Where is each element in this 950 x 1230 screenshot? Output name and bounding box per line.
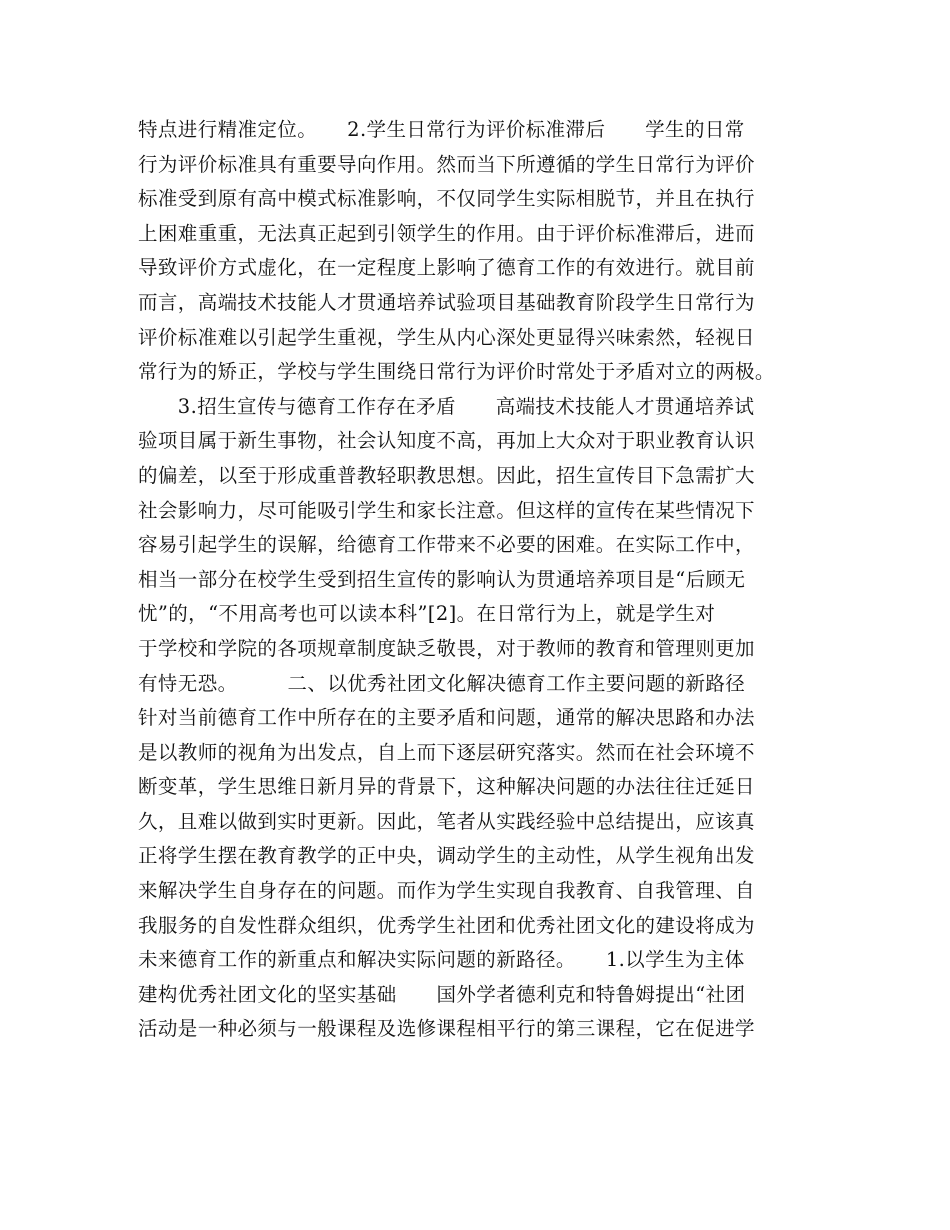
text-line: 验项目属于新生事物，社会认知度不高，再加上大众对于职业教育认识 — [138, 429, 755, 453]
text-line: 于学校和学院的各项规章制度缺乏敬畏，对于教师的教育和管理则更加 — [138, 636, 755, 660]
text-line: 的偏差，以至于形成重普教轻职教思想。因此，招生宣传目下急需扩大 — [138, 463, 755, 487]
text-line: 特点进行精准定位。 2.学生日常行为评价标准滞后 学生的日常 — [138, 118, 745, 141]
text-line: 正将学生摆在教育教学的正中央，调动学生的主动性，从学生视角出发 — [138, 844, 755, 868]
text-line: 导致评价方式虚化，在一定程度上影响了德育工作的有效进行。就目前 — [138, 256, 755, 280]
text-line: 标准受到原有高中模式标准影响，不仅同学生实际相脱节，并且在执行 — [138, 187, 755, 211]
body-text — [138, 113, 818, 1047]
text-line: 是以教师的视角为出发点，自上而下逐层研究落实。然而在社会环境不 — [138, 740, 755, 764]
text-line: 评价标准难以引起学生重视，学生从内心深处更显得兴味索然，轻视日 — [138, 325, 755, 349]
text-line: 建构优秀社团文化的坚实基础 国外学者德利克和特鲁姆提出“社团 — [138, 982, 746, 1006]
text-line: 常行为的矫正，学校与学生围绕日常行为评价时常处于矛盾对立的两极。 — [138, 360, 775, 384]
text-line: 未来德育工作的新重点和解决实际问题的新路径。 1.以学生为主体 — [138, 948, 745, 972]
text-line: 久，且难以做到实时更新。因此，笔者从实践经验中总结提出，应该真 — [138, 809, 755, 833]
text-line: 我服务的自发性群众组织，优秀学生社团和优秀社团文化的建设将成为 — [138, 913, 755, 937]
text-line: 社会影响力，尽可能吸引学生和家长注意。但这样的宣传在某些情况下 — [138, 498, 755, 522]
text-line: 针对当前德育工作中所存在的主要矛盾和问题，通常的解决思路和办法 — [138, 706, 755, 730]
text-line: 相当一部分在校学生受到招生宣传的影响认为贯通培养项目是“后顾无 — [138, 567, 746, 591]
text-line: 断变革，学生思维日新月异的背景下，这种解决问题的办法往往迁延日 — [138, 775, 755, 799]
text-line: 上困难重重，无法真正起到引领学生的作用。由于评价标准滞后，进而 — [138, 221, 755, 245]
text-line: 来解决学生自身存在的问题。而作为学生实现自我教育、自我管理、自 — [138, 879, 755, 903]
text-line: 有恃无恐。 二、以优秀社团文化解决德育工作主要问题的新路径 — [138, 671, 746, 695]
text-line: 忧”的，“不用高考也可以读本科”[2]。在日常行为上，就是学生对 — [138, 602, 716, 626]
text-line: 活动是一种必须与一般课程及选修课程相平行的第三课程，它在促进学 — [138, 1017, 755, 1041]
text-line: 容易引起学生的误解，给德育工作带来不必要的困难。在实际工作中， — [138, 533, 755, 557]
text-line: 行为评价标准具有重要导向作用。然而当下所遵循的学生日常行为评价 — [138, 152, 755, 176]
text-line: 3.招生宣传与德育工作存在矛盾 高端技术技能人才贯通培养试 — [138, 394, 755, 418]
text-line: 而言，高端技术技能人才贯通培养试验项目基础教育阶段学生日常行为 — [138, 290, 755, 314]
